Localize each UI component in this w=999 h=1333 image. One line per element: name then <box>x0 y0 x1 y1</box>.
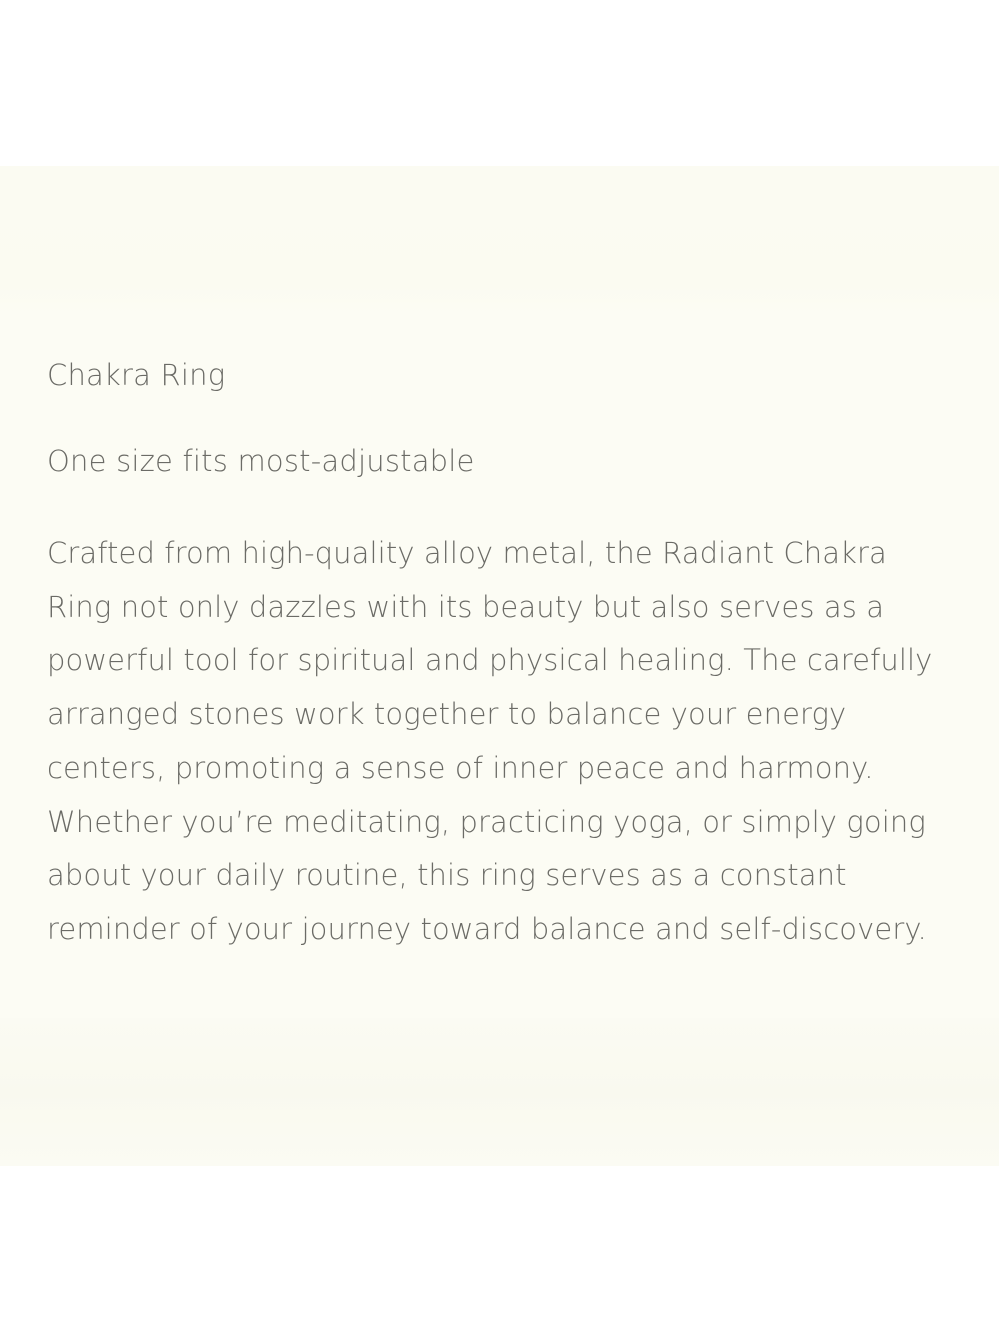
panel-bottom-band <box>0 1018 999 1166</box>
product-title: Chakra Ring <box>47 358 226 392</box>
panel-top-band <box>0 166 999 316</box>
product-description: Crafted from high-quality alloy metal, the Radiant Chakra Ring not only dazzles with its beauty but also serves as a powerful tool for spiritual and physical healing. The carefully arranged stones work together to balance your energy centers, promoting a sense of inner peace and harmony. Whether you’re meditating, practicing yoga, or simply going about your daily routine, this ring serves as a constant reminder of your journey toward balance and self-discovery. <box>47 536 933 946</box>
product-size-note: One size fits most-adjustable <box>47 444 475 478</box>
product-details <box>47 355 952 957</box>
